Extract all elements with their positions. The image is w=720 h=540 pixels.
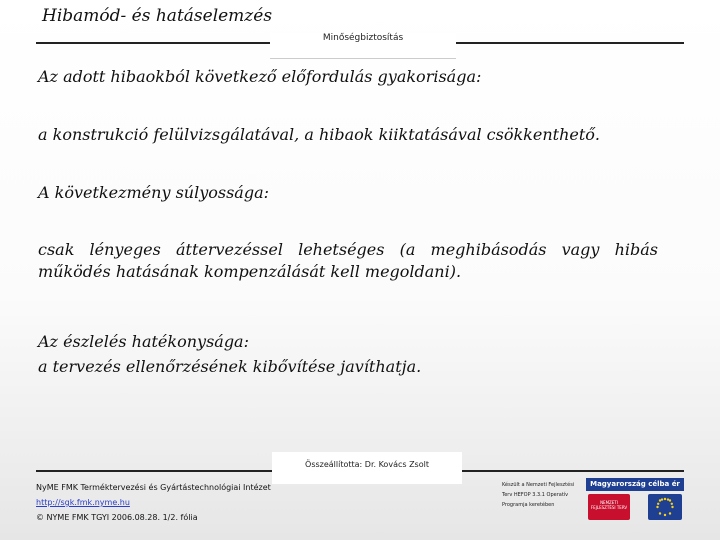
- author-tag: Összeállította: Dr. Kovács Zsolt: [272, 452, 462, 484]
- sponsor-logos: [586, 478, 684, 522]
- eu-flag-icon: [648, 494, 682, 520]
- slide-header-title: Hibamód- és hatáselemzés: [42, 6, 273, 26]
- hungary-banner-logo: Magyarország célba ér: [586, 478, 684, 491]
- severity-text: csak lényeges áttervezéssel lehetséges (a meghibásodás vagy hibás működés hatásának kompenzálását kell megoldani).: [38, 240, 658, 281]
- header-subject-tag: Minőségbiztosítás: [270, 33, 456, 59]
- support-text: Készült a Nemzeti Fejlesztési Terv HEFOP 3.3.1 Operatív Programja keretében: [502, 482, 575, 508]
- institute-link[interactable]: http://sgk.fmk.nyme.hu: [36, 498, 130, 507]
- copyright-text: © NYME FMK TGYI 2006.08.28. 1/2. fólia: [36, 513, 198, 522]
- severity-heading: A következmény súlyossága:: [38, 183, 270, 202]
- nft-logo: NEMZETI FEJLESZTÉSI TERV: [588, 494, 630, 520]
- occurrence-heading: Az adott hibaokból következő előfordulás gyakorisága:: [38, 67, 482, 86]
- footer-info: [36, 480, 271, 525]
- institute-name: NyME FMK Terméktervezési és Gyártástechnológiai Intézet: [36, 483, 271, 492]
- detection-heading: Az észlelés hatékonysága:: [38, 332, 249, 351]
- occurrence-text: a konstrukció felülvizsgálatával, a hibaok kiiktatásával csökkenthető.: [38, 125, 600, 144]
- detection-text: a tervezés ellenőrzésének kibővítése javíthatja.: [38, 357, 422, 376]
